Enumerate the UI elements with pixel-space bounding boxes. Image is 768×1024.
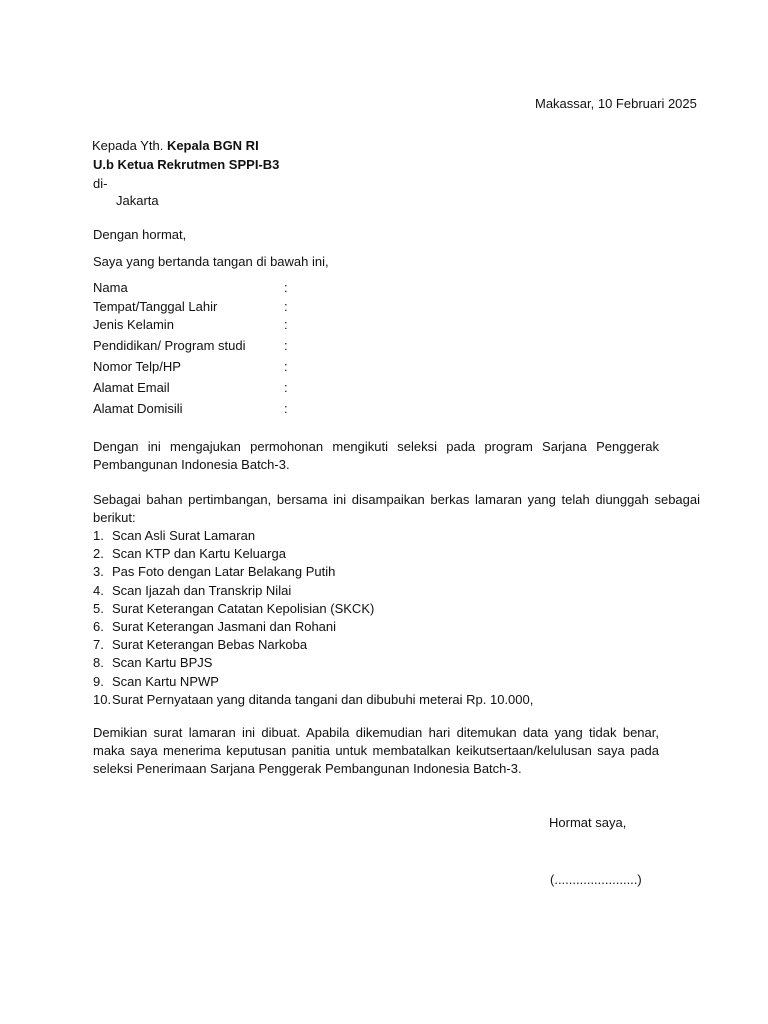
attachments-list: [93, 527, 533, 709]
field-label-gender: Jenis Kelamin: [93, 317, 174, 332]
closing-greeting: Hormat saya,: [549, 815, 627, 830]
list-text: Surat Keterangan Catatan Kepolisian (SKCK): [112, 600, 375, 616]
list-number: 5.: [93, 600, 104, 616]
list-text: Scan Kartu NPWP: [112, 673, 219, 689]
list-text: Surat Keterangan Bebas Narkoba: [112, 637, 308, 653]
field-label-phone: Nomor Telp/HP: [93, 359, 181, 374]
list-text: Scan KTP dan Kartu Keluarga: [112, 546, 286, 562]
field-colon: :: [284, 380, 288, 395]
list-text: Surat Keterangan Jasmani dan Rohani: [112, 618, 337, 634]
list-number: 9.: [93, 673, 104, 689]
attachments-intro-paragraph: Sebagai bahan pertimbangan, bersama ini disampaikan berkas lamaran yang telah diunggah sebagai berikut:: [93, 492, 700, 525]
recipient-city: Jakarta: [116, 193, 159, 208]
list-item: [93, 563, 533, 581]
recipient-line-1: [92, 138, 259, 154]
list-item: [93, 636, 533, 654]
recipient-prefix: Kepada Yth.: [92, 138, 167, 153]
list-text: Surat Pernyataan yang ditanda tangani dan dibubuhi meterai Rp. 10.000,: [112, 691, 534, 707]
field-label-name: Nama: [93, 280, 128, 295]
list-item: [93, 654, 533, 672]
intro-sentence: Saya yang bertanda tangan di bawah ini,: [93, 254, 329, 269]
field-colon: :: [284, 338, 288, 353]
list-item: [93, 600, 533, 618]
list-item: [93, 582, 533, 600]
recipient-line-3: di-: [93, 176, 108, 191]
field-colon: :: [284, 401, 288, 416]
list-number: 7.: [93, 637, 104, 653]
closing-paragraph: Demikian surat lamaran ini dibuat. Apabila dikemudian hari ditemukan data yang tidak benar, maka saya menerima keputusan panitia untuk membatalkan keikutsertaan/kelulusan saya pada seleksi Penerimaan Sarjana Penggerak Pembangunan Indonesia Batch-3.: [93, 725, 659, 776]
field-label-birth: Tempat/Tanggal Lahir: [93, 299, 218, 314]
list-text: Scan Ijazah dan Transkrip Nilai: [112, 582, 292, 598]
list-item: [93, 527, 533, 545]
list-text: Scan Asli Surat Lamaran: [112, 528, 256, 543]
list-number: 2.: [93, 546, 104, 562]
list-text: Scan Kartu BPJS: [112, 655, 213, 671]
field-colon: :: [284, 299, 288, 314]
list-number: 10.: [93, 691, 112, 707]
field-label-email: Alamat Email: [93, 380, 170, 395]
list-item: [93, 618, 533, 636]
list-number: 3.: [93, 564, 104, 580]
list-item: [93, 545, 533, 563]
field-label-address: Alamat Domisili: [93, 401, 183, 416]
recipient-line-2: U.b Ketua Rekrutmen SPPI-B3: [93, 157, 280, 172]
list-number: 8.: [93, 655, 104, 671]
list-number: 6.: [93, 618, 104, 634]
list-text: Pas Foto dengan Latar Belakang Putih: [112, 564, 336, 580]
field-colon: :: [284, 359, 288, 374]
field-colon: :: [284, 317, 288, 332]
signature-placeholder: (.......................): [550, 872, 642, 887]
list-number: 1.: [93, 528, 104, 543]
recipient-name: Kepala BGN RI: [166, 138, 259, 153]
list-item: [93, 691, 533, 709]
field-label-education: Pendidikan/ Program studi: [93, 338, 246, 353]
place-date: Makassar, 10 Februari 2025: [535, 96, 697, 111]
field-colon: :: [284, 280, 288, 295]
salutation: Dengan hormat,: [93, 227, 187, 242]
list-number: 4.: [93, 582, 104, 598]
list-item: [93, 673, 533, 691]
application-paragraph: Dengan ini mengajukan permohonan mengikuti seleksi pada program Sarjana Penggerak Pembangunan Indonesia Batch-3.: [93, 439, 659, 472]
